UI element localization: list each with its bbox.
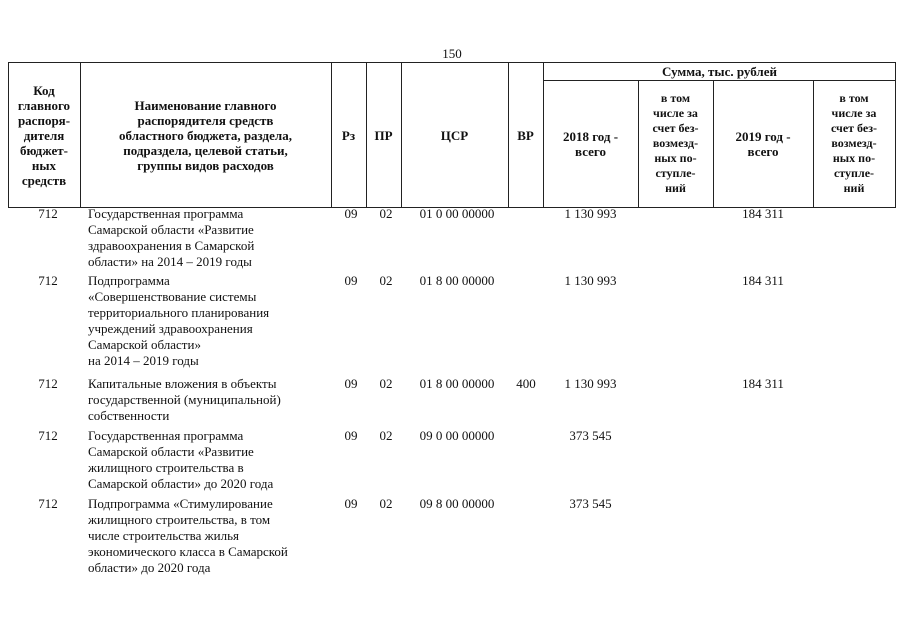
row-name: Государственная программа Самарской области «Развитие здравоохранения в Самарской области» на 2014 – 2019 годы [88,206,255,269]
header-sum-2019-free: в том числе за счет без- возмезд- ных по- ступле- ний [830,91,878,195]
row-sum-2018: 1 130 993 [564,273,617,288]
header-vr: ВР [517,127,534,143]
row-code: 712 [38,428,58,443]
row-name: Подпрограмма «Совершенствование системы территориального планирования учреждений здравоохранения Самарской области» на 2014 – 2019 годы [88,273,270,368]
header-sum-2018-free: в том числе за счет без- возмезд- ных по- ступле- ний [652,91,699,195]
row-csr: 09 8 00 00000 [419,496,495,511]
row-name: Капитальные вложения в объекты государственной (муниципальной) собственности [88,376,281,423]
header-name: Наименование главного распорядителя средств областного бюджета, раздела, подраздела, целевой статьи, группы видов расходов [119,97,292,173]
row-sum-2019: 184 311 [742,376,784,391]
header-csr: ЦСР [440,127,469,143]
row-name: Подпрограмма «Стимулирование жилищного строительства, в том числе строительства жилья экономического класса в Самарской области» до 2020 года [88,496,288,575]
row-code: 712 [38,496,58,511]
row-rz: 09 [344,428,358,443]
row-sum-2018: 1 130 993 [564,376,617,391]
row-csr: 01 8 00 00000 [419,273,495,288]
row-csr: 09 0 00 00000 [419,428,495,443]
row-pr: 02 [379,206,393,221]
row-pr: 02 [379,273,393,288]
row-rz: 09 [344,496,358,511]
page-number: 150 [442,46,462,61]
header-pr: ПР [374,127,393,143]
header-rz: Рз [341,127,356,143]
row-pr: 02 [379,428,393,443]
row-sum-2019: 184 311 [742,206,784,221]
row-sum-2018: 373 545 [569,496,612,511]
row-vr: 400 [516,376,536,391]
row-rz: 09 [344,206,358,221]
row-code: 712 [38,273,58,288]
header-sum-2019: 2019 год - всего [735,128,791,159]
header-divider [895,63,896,207]
row-sum-2018: 373 545 [569,428,612,443]
row-rz: 09 [344,273,358,288]
row-csr: 01 8 00 00000 [419,376,495,391]
row-name: Государственная программа Самарской области «Развитие жилищного строительства в Самарской области» до 2020 года [88,428,274,491]
header-sum-2018: 2018 год - всего [562,128,619,159]
header-sum-title: Сумма, тыс. рублей [662,64,777,79]
row-code: 712 [38,206,58,221]
row-pr: 02 [379,496,393,511]
row-rz: 09 [344,376,358,391]
row-pr: 02 [379,376,393,391]
row-code: 712 [38,376,58,391]
header-code: Код главного распоря- дителя бюджет- ных средств [17,82,71,188]
row-sum-2018: 1 130 993 [564,206,617,221]
row-csr: 01 0 00 00000 [419,206,495,221]
table-header [8,62,896,208]
row-sum-2019: 184 311 [742,273,784,288]
